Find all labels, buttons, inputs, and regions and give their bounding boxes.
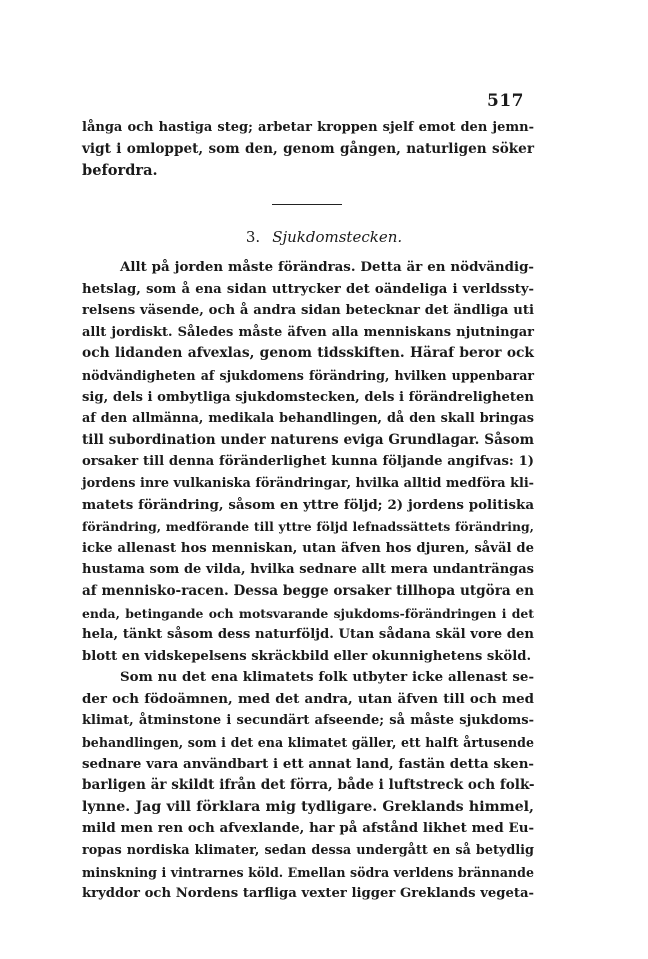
text-line: befordra. (82, 162, 158, 180)
text-line: hustama som de vilda, hvilka sednare allt mera undanträngas (82, 562, 534, 578)
text-line: af mennisko-racen. Dessa begge orsaker tillhopa utgöra en (82, 582, 534, 599)
text-line: af den allmänna, medikala behandlingen, då den skall bringas (82, 411, 534, 427)
text-line: minskning i vintrarnes köld. Emellan södra verldens brännande (82, 864, 534, 880)
text-line: sednare vara användbart i ett annat land, fastän detta sken- (82, 755, 534, 772)
text-line: lynne. Jag vill förklara mig tydligare. Greklands himmel, (82, 798, 534, 815)
text-line: behandlingen, som i det ena klimatet gäller, ett halft årtusende (82, 735, 534, 751)
text-line: blott en vidskepelsens skräckbild eller okunnighetens sköld. (82, 648, 532, 664)
text-line: der och födoämnen, med det andra, utan äfven till och med (82, 690, 534, 707)
text-line: matets förändring, såsom en yttre följd; 2) jordens politiska (82, 496, 534, 513)
section-heading (0, 228, 648, 246)
text-line: Allt på jorden måste förändras. Detta är en nödvändig- (120, 259, 534, 275)
text-line: till subordination under naturens eviga Grundlagar. Såsom (82, 431, 534, 448)
text-line: klimat, åtminstone i secundärt afseende; så måste sjukdoms- (82, 713, 534, 729)
text-line: enda, betingande och motsvarande sjukdoms-förändringen i det (82, 605, 534, 621)
text-line: mild men ren och afvexlande, har på afstånd likhet med Eu- (82, 820, 534, 837)
text-line: ropas nordiska klimater, sedan dessa undergått en så betydlig (82, 843, 534, 859)
text-line: nödvändigheten af sjukdomens förändring, hvilken uppenbarar (82, 367, 534, 383)
text-line: sig, dels i ombytliga sjukdomstecken, dels i förändreligheten (82, 389, 534, 405)
section-divider (272, 204, 342, 205)
text-line: vigt i omloppet, som den, genom gången, naturligen söker (82, 140, 534, 157)
text-line: orsaker till denna föränderlighet kunna följande angifvas: 1) (82, 454, 534, 470)
text-line: hela, tänkt såsom dess naturföljd. Utan sådana skäl vore den (82, 627, 534, 643)
text-line: hetslag, som å ena sidan uttrycker det oändeliga i verldssty- (82, 281, 534, 297)
section-title: Sjukdomstecken. (272, 228, 403, 246)
page-number: 517 (487, 91, 524, 111)
text-line: Som nu det ena klimatets folk utbyter icke allenast se- (120, 669, 534, 686)
text-line: kryddor och Nordens tarfliga vexter ligger Greklands vegeta- (82, 886, 534, 902)
text-line: jordens inre vulkaniska förändringar, hvilka alltid medföra kli- (82, 475, 534, 491)
text-line: förändring, medförande till yttre följd lefnadssättets förändring, (82, 519, 534, 535)
text-line: relsens väsende, och å andra sidan betecknar det ändliga uti (82, 303, 534, 319)
text-line: barligen är skildt ifrån det förra, både i luftstreck och folk- (82, 777, 535, 794)
section-number: 3. (245, 228, 261, 246)
text-line: icke allenast hos menniskan, utan äfven hos djuren, såväl de (82, 540, 534, 556)
text-line: allt jordiskt. Således måste äfven alla menniskans njutningar (82, 324, 534, 340)
text-line: och lidanden afvexlas, genom tidsskiften. Häraf beror ock (82, 345, 534, 362)
intro-paragraph (82, 117, 534, 182)
text-line: långa och hastiga steg; arbetar kroppen sjelf emot den jemn- (82, 120, 534, 135)
body-text (82, 257, 534, 905)
